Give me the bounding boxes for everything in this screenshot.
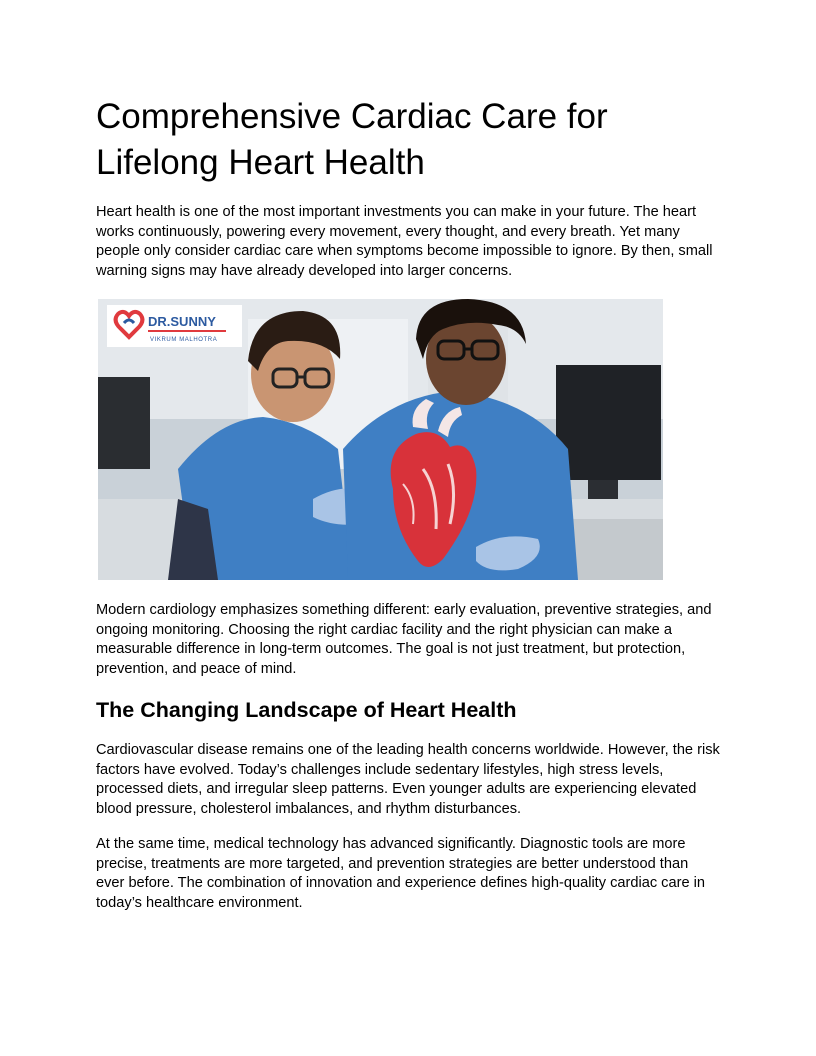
logo-name: DR.SUNNY xyxy=(148,314,216,329)
doctors-heart-model-illustration xyxy=(98,299,663,580)
body-paragraph: At the same time, medical technology has advanced significantly. Diagnostic tools are more precise, treatments are more targeted, and prevention strategies are better understood than ever before. The combination of innovation and experience defines high-quality cardiac care in today’s healthcare environment. xyxy=(96,836,705,911)
monitor-left xyxy=(98,377,150,469)
article-image xyxy=(98,299,663,580)
logo-subtitle: VIKRUM MALHOTRA xyxy=(150,337,218,343)
section-heading: The Changing Landscape of Heart Health xyxy=(96,698,517,722)
page-title: Comprehensive Cardiac Care for Lifelong Heart Health xyxy=(96,97,608,182)
intro-paragraph: Heart health is one of the most important investments you can make in your future. The heart works continuously, powering every movement, every thought, and every breath. Yet many people only consider cardiac care when symptoms become impossible to ignore. By then, small warning signs may have already developed into larger concerns. xyxy=(96,204,713,279)
monitor-right xyxy=(556,365,661,480)
clinic-logo xyxy=(107,305,242,347)
body-paragraph: Modern cardiology emphasizes something different: early evaluation, preventive strategies, and ongoing monitoring. Choosing the right cardiac facility and the right physician can make a measurable difference in long-term outcomes. The goal is not just treatment, but protection, prevention, and peace of mind. xyxy=(96,602,712,677)
body-paragraph: Cardiovascular disease remains one of the leading health concerns worldwide. However, the risk factors have evolved. Today’s challenges include sedentary lifestyles, high stress levels, processed diets, and irregular sleep patterns. Even younger adults are experiencing elevated blood pressure, cholesterol imbalances, and rhythm disturbances. xyxy=(96,742,720,817)
